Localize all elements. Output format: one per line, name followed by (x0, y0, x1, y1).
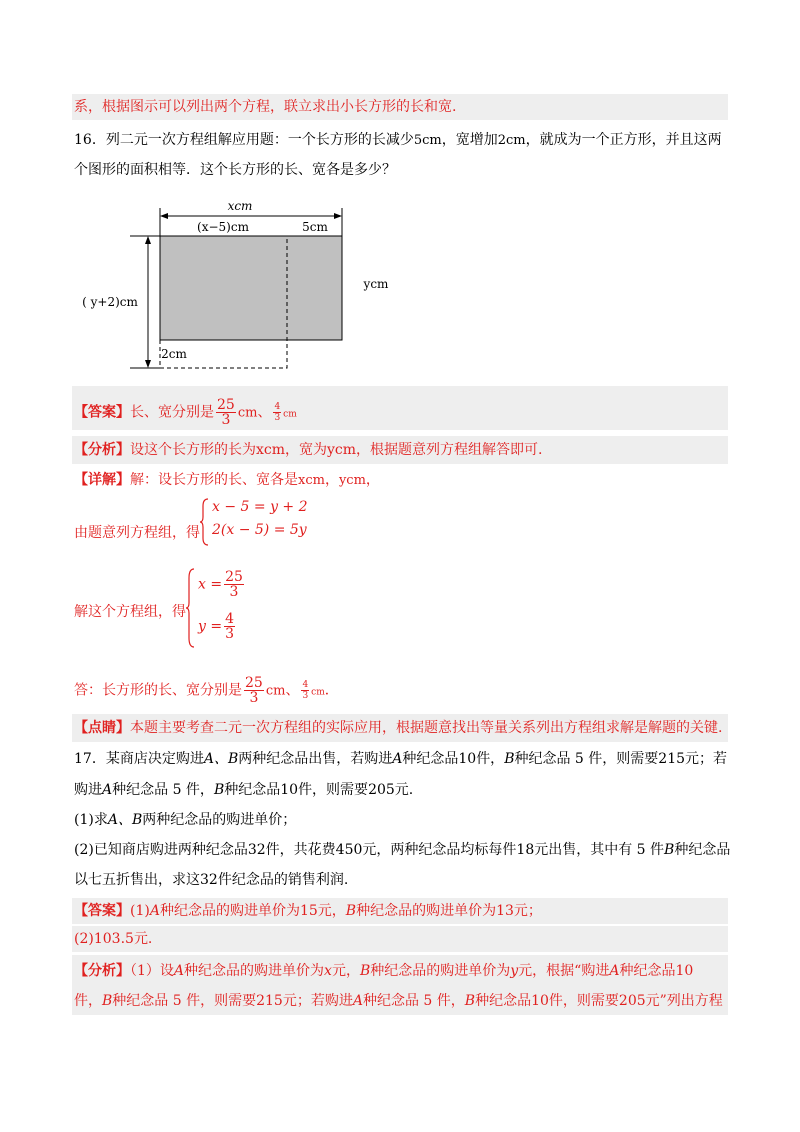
right-height-label: ycm (363, 277, 389, 291)
q17-sub3: 以七五折售出，求这32件纪念品的销售利润. (74, 872, 349, 888)
q17-line1: 17．某商店决定购进A、B两种纪念品出售，若购进A种纪念品10件，B种纪念品 5 件，则需要215元；若 (74, 751, 728, 767)
rectangle-figure (80, 196, 400, 376)
brace-icon (186, 568, 196, 648)
top-note: 系，根据图示可以列出两个方程，联立求出小长方形的长和宽. (74, 99, 457, 115)
solution-y: y = $\frac{4}{3}$ (198, 611, 235, 642)
equation-1: x − 5 = y + 2 (212, 499, 308, 515)
q16-line1: 16．列二元一次方程组解应用题：一个长方形的长减少5cm，宽增加2cm，就成为一个正方形，并且这两 (74, 132, 722, 148)
fraction: $\frac{25}{3}$ (217, 397, 235, 428)
right-part-label: 5cm (302, 220, 328, 234)
fraction: $\frac{25}{3}$ (225, 569, 243, 600)
q16-line2: 个图形的面积相等．这个长方形的长、宽各是多少？ (74, 162, 396, 178)
q17-sub1: (1)求A、B两种纪念品的购进单价； (74, 812, 297, 828)
answer16: 【答案】长、宽分别是 $\frac{25}{3}$ cm、 $\frac{4}{3}$ cm (74, 397, 297, 428)
brace-icon (200, 498, 210, 546)
comment16: 【点睛】本题主要考查二元一次方程组的实际应用，根据题意找出等量关系列出方程组求解是解题的关键. (74, 720, 723, 736)
fraction: $\frac{4}{3}$ (225, 611, 235, 642)
answer17-line1: 【答案】(1)A种纪念品的购进单价为15元，B种纪念品的购进单价为13元； (74, 903, 542, 919)
fraction: $\frac{4}{3}$ (302, 680, 309, 701)
gray-rectangle (160, 236, 342, 340)
analysis16: 【分析】设这个长方形的长为xcm，宽为ycm，根据题意列方程组解答即可. (74, 442, 543, 458)
detail16-intro: 【详解】解：设长方形的长、宽各是xcm，ycm， (74, 472, 380, 488)
solution-x: x = $\frac{25}{3}$ (198, 569, 243, 600)
highlight-band (72, 926, 728, 952)
answer17-line2: (2)103.5元. (74, 931, 153, 947)
left-part-label: (x−5)cm (197, 220, 249, 234)
solution-system (186, 568, 306, 648)
q17-sub2: (2)已知商店购进两种纪念品32件，共花费450元，两种纪念品均标每件18元出售，其中有 5 件B种纪念品 (74, 842, 731, 858)
analysis17-line2: 件，B种纪念品 5 件，则需要215元；若购进A种纪念品 5 件，B种纪念品10件，则需要205元”列出方程 (74, 993, 723, 1009)
q17-line2: 购进A种纪念品 5 件，B种纪念品10件，则需要205元. (74, 782, 414, 798)
equation-system (200, 498, 360, 546)
analysis17-line1: 【分析】（1）设A种纪念品的购进单价为x元，B种纪念品的购进单价为y元，根据“购进A种纪念品10 (74, 963, 694, 979)
left-height-label: ( y+2)cm (82, 295, 138, 309)
equation-2: 2(x − 5) = 5y (212, 522, 307, 538)
fraction: $\frac{25}{3}$ (245, 675, 263, 706)
solve-label: 解这个方程组，得 (74, 604, 186, 620)
fraction: $\frac{4}{3}$ (274, 402, 281, 423)
bottom-label: 2cm (161, 347, 187, 361)
system-label: 由题意列方程组，得 (74, 525, 200, 541)
top-dimension-label: xcm (227, 199, 253, 213)
final16: 答：长方形的长、宽分别是 $\frac{25}{3}$ cm、 $\frac{4}{3}$ cm． (74, 675, 339, 706)
